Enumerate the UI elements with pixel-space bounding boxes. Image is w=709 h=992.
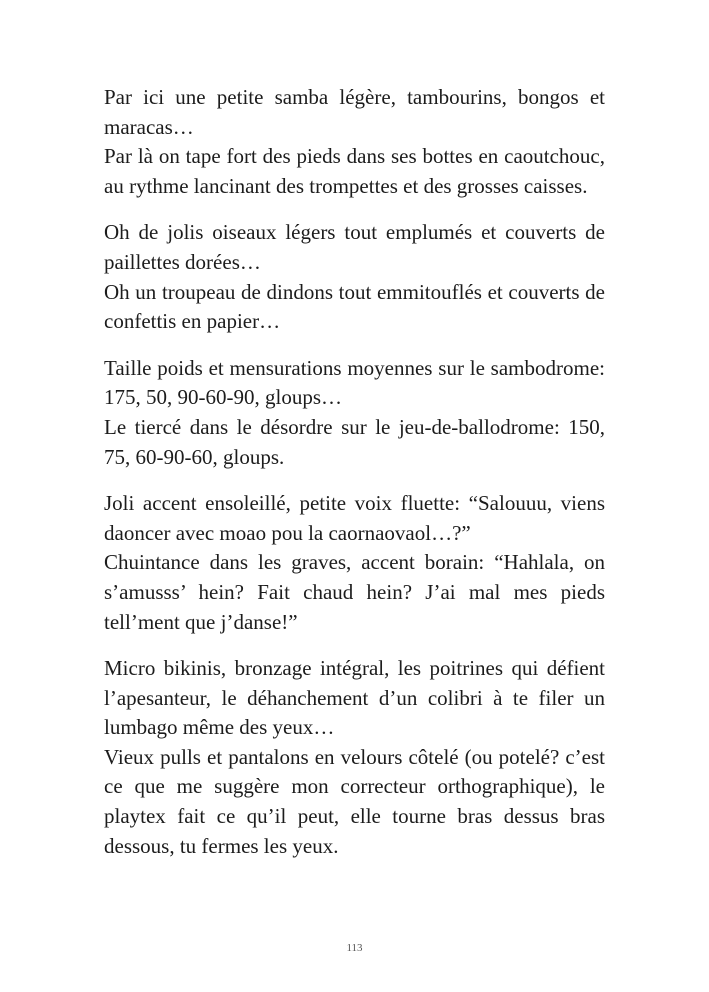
- stanza-4: [104, 489, 605, 637]
- paragraph: Le tiercé dans le désordre sur le jeu-de-ballodrome: 150, 75, 60-90-60, gloups.: [104, 414, 605, 469]
- stanza-1: [104, 83, 605, 201]
- paragraph: Micro bikinis, bronzage intégral, les poitrines qui défient l’apesanteur, le déhanchement d’un colibri à te filer un lumbago même des yeux…: [104, 656, 605, 740]
- body-text: [104, 83, 605, 878]
- paragraph: Taille poids et mensurations moyennes sur le sambodrome: 175, 50, 90-60-90, gloups…: [104, 355, 605, 410]
- paragraph: Oh un troupeau de dindons tout emmitouflés et couverts de confettis en papier…: [104, 279, 605, 334]
- paragraph: Par là on tape fort des pieds dans ses bottes en caoutchouc, au rythme lancinant des trompettes et des grosses caisses.: [104, 144, 605, 198]
- paragraph: Par ici une petite samba légère, tambourins, bongos et maracas…: [104, 85, 605, 139]
- page-number: 113: [346, 942, 363, 954]
- paragraph: Vieux pulls et pantalons en velours côtelé (ou potelé? c’est ce que me suggère mon correcteur orthographique), le playtex fait ce qu’il peut, elle tourne bras dessus bras dessous, tu fermes les yeux.: [104, 744, 605, 858]
- stanza-5: [104, 654, 605, 861]
- paragraph: Chuintance dans les graves, accent borain: “Hahlala, on s’amusss’ hein? Fait chaud hein? J’ai mal mes pieds tell’ment que j’danse!”: [104, 550, 605, 634]
- stanza-2: [104, 218, 605, 336]
- paragraph: Joli accent ensoleillé, petite voix fluette: “Salouuu, viens daoncer avec moao pou la caornaovaol…?”: [104, 491, 605, 545]
- paragraph: Oh de jolis oiseaux légers tout emplumés et couverts de paillettes dorées…: [104, 220, 605, 274]
- stanza-3: [104, 354, 605, 472]
